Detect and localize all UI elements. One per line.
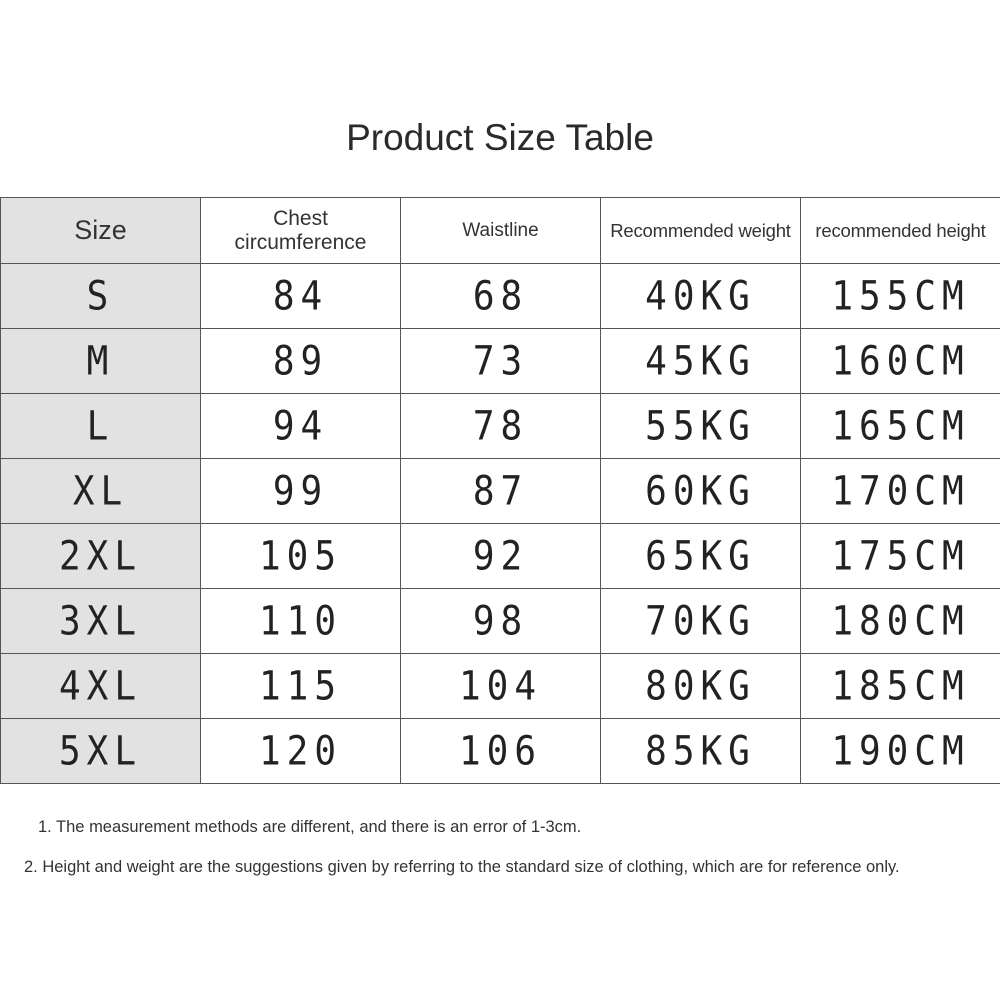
table-row xyxy=(1,329,1000,394)
cell-weight xyxy=(601,394,801,459)
cell-waist-text: 78 xyxy=(472,403,529,449)
cell-weight xyxy=(601,589,801,654)
header-chest-line1: Chest xyxy=(273,206,328,230)
cell-size xyxy=(1,524,201,589)
cell-waist xyxy=(401,394,601,459)
cell-waist-text: 98 xyxy=(472,598,529,644)
cell-weight xyxy=(601,459,801,524)
header-chest xyxy=(201,198,401,264)
cell-chest-text: 99 xyxy=(272,468,329,514)
cell-weight xyxy=(601,264,801,329)
note-measurement-error: 1. The measurement methods are different, and there is an error of 1-3cm. xyxy=(38,818,582,836)
cell-height-text: 155CM xyxy=(831,273,970,319)
cell-chest xyxy=(201,719,401,784)
cell-weight-text: 80KG xyxy=(645,663,756,709)
cell-height xyxy=(801,589,1000,654)
cell-chest-text: 84 xyxy=(272,273,329,319)
cell-size-text: L xyxy=(86,403,115,449)
cell-size xyxy=(1,264,201,329)
table-row xyxy=(1,654,1000,719)
cell-weight xyxy=(601,654,801,719)
cell-chest xyxy=(201,654,401,719)
cell-size xyxy=(1,589,201,654)
cell-waist xyxy=(401,329,601,394)
table-row xyxy=(1,524,1000,589)
cell-waist-text: 68 xyxy=(472,273,529,319)
header-waist: Waistline xyxy=(401,198,601,264)
cell-size-text: XL xyxy=(72,468,129,514)
cell-height-text: 185CM xyxy=(831,663,970,709)
cell-chest-text: 89 xyxy=(272,338,329,384)
cell-weight xyxy=(601,329,801,394)
cell-weight-text: 65KG xyxy=(645,533,756,579)
cell-size-text: 5XL xyxy=(58,728,143,774)
cell-chest-text: 110 xyxy=(258,598,343,644)
cell-chest-text: 94 xyxy=(272,403,329,449)
cell-waist-text: 92 xyxy=(472,533,529,579)
cell-height xyxy=(801,524,1000,589)
note-reference-only: 2. Height and weight are the suggestions given by referring to the standard size of clothing, which are for reference only. xyxy=(24,858,900,876)
size-table xyxy=(0,197,1000,784)
cell-waist xyxy=(401,589,601,654)
cell-height xyxy=(801,329,1000,394)
cell-height xyxy=(801,264,1000,329)
cell-chest xyxy=(201,524,401,589)
cell-height-text: 175CM xyxy=(831,533,970,579)
cell-weight-text: 45KG xyxy=(645,338,756,384)
cell-weight-text: 40KG xyxy=(645,273,756,319)
header-weight: Recommended weight xyxy=(601,198,801,264)
table-row xyxy=(1,459,1000,524)
cell-size xyxy=(1,719,201,784)
header-chest-line2: circumference xyxy=(234,230,367,254)
cell-weight xyxy=(601,524,801,589)
cell-waist-text: 104 xyxy=(458,663,543,709)
cell-waist xyxy=(401,459,601,524)
header-size: Size xyxy=(1,198,201,264)
cell-weight-text: 60KG xyxy=(645,468,756,514)
cell-height-text: 170CM xyxy=(831,468,970,514)
table-row xyxy=(1,394,1000,459)
header-height: recommended height xyxy=(801,198,1000,264)
page-title: Product Size Table xyxy=(346,117,654,158)
cell-height xyxy=(801,719,1000,784)
cell-waist-text: 87 xyxy=(472,468,529,514)
cell-waist-text: 73 xyxy=(472,338,529,384)
table-header-row xyxy=(1,198,1000,264)
cell-chest-text: 105 xyxy=(258,533,343,579)
cell-weight-text: 85KG xyxy=(645,728,756,774)
cell-height xyxy=(801,394,1000,459)
cell-waist xyxy=(401,719,601,784)
cell-weight xyxy=(601,719,801,784)
cell-size xyxy=(1,654,201,719)
cell-chest xyxy=(201,394,401,459)
cell-size-text: 3XL xyxy=(58,598,143,644)
cell-waist xyxy=(401,654,601,719)
cell-chest xyxy=(201,589,401,654)
cell-chest-text: 120 xyxy=(258,728,343,774)
cell-height-text: 190CM xyxy=(831,728,970,774)
cell-size xyxy=(1,329,201,394)
cell-height-text: 165CM xyxy=(831,403,970,449)
cell-waist-text: 106 xyxy=(458,728,543,774)
cell-height xyxy=(801,459,1000,524)
cell-weight-text: 55KG xyxy=(645,403,756,449)
cell-waist xyxy=(401,264,601,329)
cell-chest xyxy=(201,459,401,524)
cell-height xyxy=(801,654,1000,719)
cell-size-text: M xyxy=(86,338,115,384)
cell-weight-text: 70KG xyxy=(645,598,756,644)
table-row xyxy=(1,589,1000,654)
cell-chest-text: 115 xyxy=(258,663,343,709)
cell-chest xyxy=(201,329,401,394)
cell-height-text: 160CM xyxy=(831,338,970,384)
cell-height-text: 180CM xyxy=(831,598,970,644)
cell-size-text: S xyxy=(86,273,115,319)
cell-waist xyxy=(401,524,601,589)
cell-size xyxy=(1,459,201,524)
cell-chest xyxy=(201,264,401,329)
cell-size-text: 4XL xyxy=(58,663,143,709)
cell-size xyxy=(1,394,201,459)
cell-size-text: 2XL xyxy=(58,533,143,579)
table-row xyxy=(1,264,1000,329)
table-row xyxy=(1,719,1000,784)
